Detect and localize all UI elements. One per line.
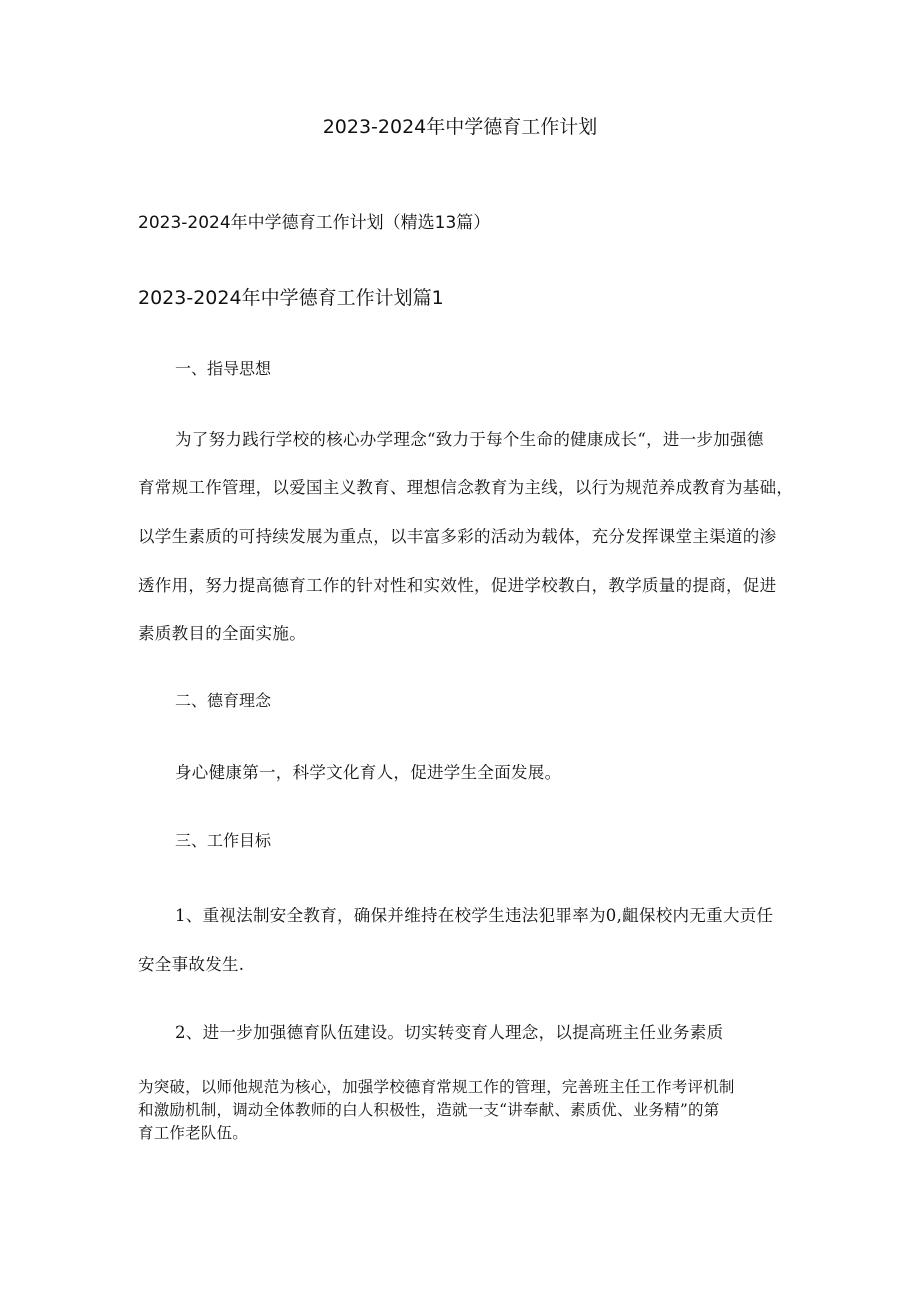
goal-item-2-line: 2、进一步加强德育队伍建设。切实转变育人理念，以提高班主任业务素质 (175, 1023, 724, 1042)
paragraph-line: 育常规工作管理，以爱国主义教育、理想信念教育为主线，以行为规范养成教育为基础， (138, 478, 794, 497)
document-title: 2023-2024年中学德育工作计划 (322, 116, 598, 138)
document-subtitle: 2023-2024年中学德育工作计划（精选13篇） (138, 213, 491, 233)
goal-item-1-line: 安全事故发生. (138, 955, 245, 974)
goal-item-2-line: 和激励机制，调动全体教师的白人积极性，造就一支“讲奉献、素质优、业务精”的第 (138, 1101, 720, 1119)
paragraph-line: 为了努力践行学校的核心办学理念“致力于每个生命的健康成长“，进一步加强德 (175, 430, 764, 449)
paragraph-line: 身心健康第一，科学文化育人，促进学生全面发展。 (175, 763, 562, 782)
section-heading-goals: 三、工作目标 (175, 831, 272, 850)
goal-item-2-line: 育工作老队伍。 (138, 1124, 248, 1142)
section-heading-philosophy: 二、德育理念 (175, 691, 272, 710)
paragraph-line: 以学生素质的可持续发展为重点，以丰富多彩的活动为载体，充分发挥课堂主渠道的渗 (138, 527, 777, 546)
paragraph-line: 素质教目的全面实施。 (138, 624, 306, 643)
section-heading-guiding-thought: 一、指导思想 (175, 359, 272, 378)
goal-item-1-line: 1、重视法制安全教育，确保并维持在校学生违法犯罪率为0,齟保校内无重大贡任 (175, 906, 774, 925)
chapter-title: 2023-2024年中学德育工作计划篇1 (138, 287, 444, 309)
goal-item-2-line: 为突破，以师他规范为核心，加强学校德育常规工作的管理，完善班主任工作考评机制 (138, 1078, 735, 1096)
paragraph-line: 透作用，努力提高德育工作的针对性和实效性，促进学校教白，教学质量的提商，促进 (138, 576, 777, 595)
